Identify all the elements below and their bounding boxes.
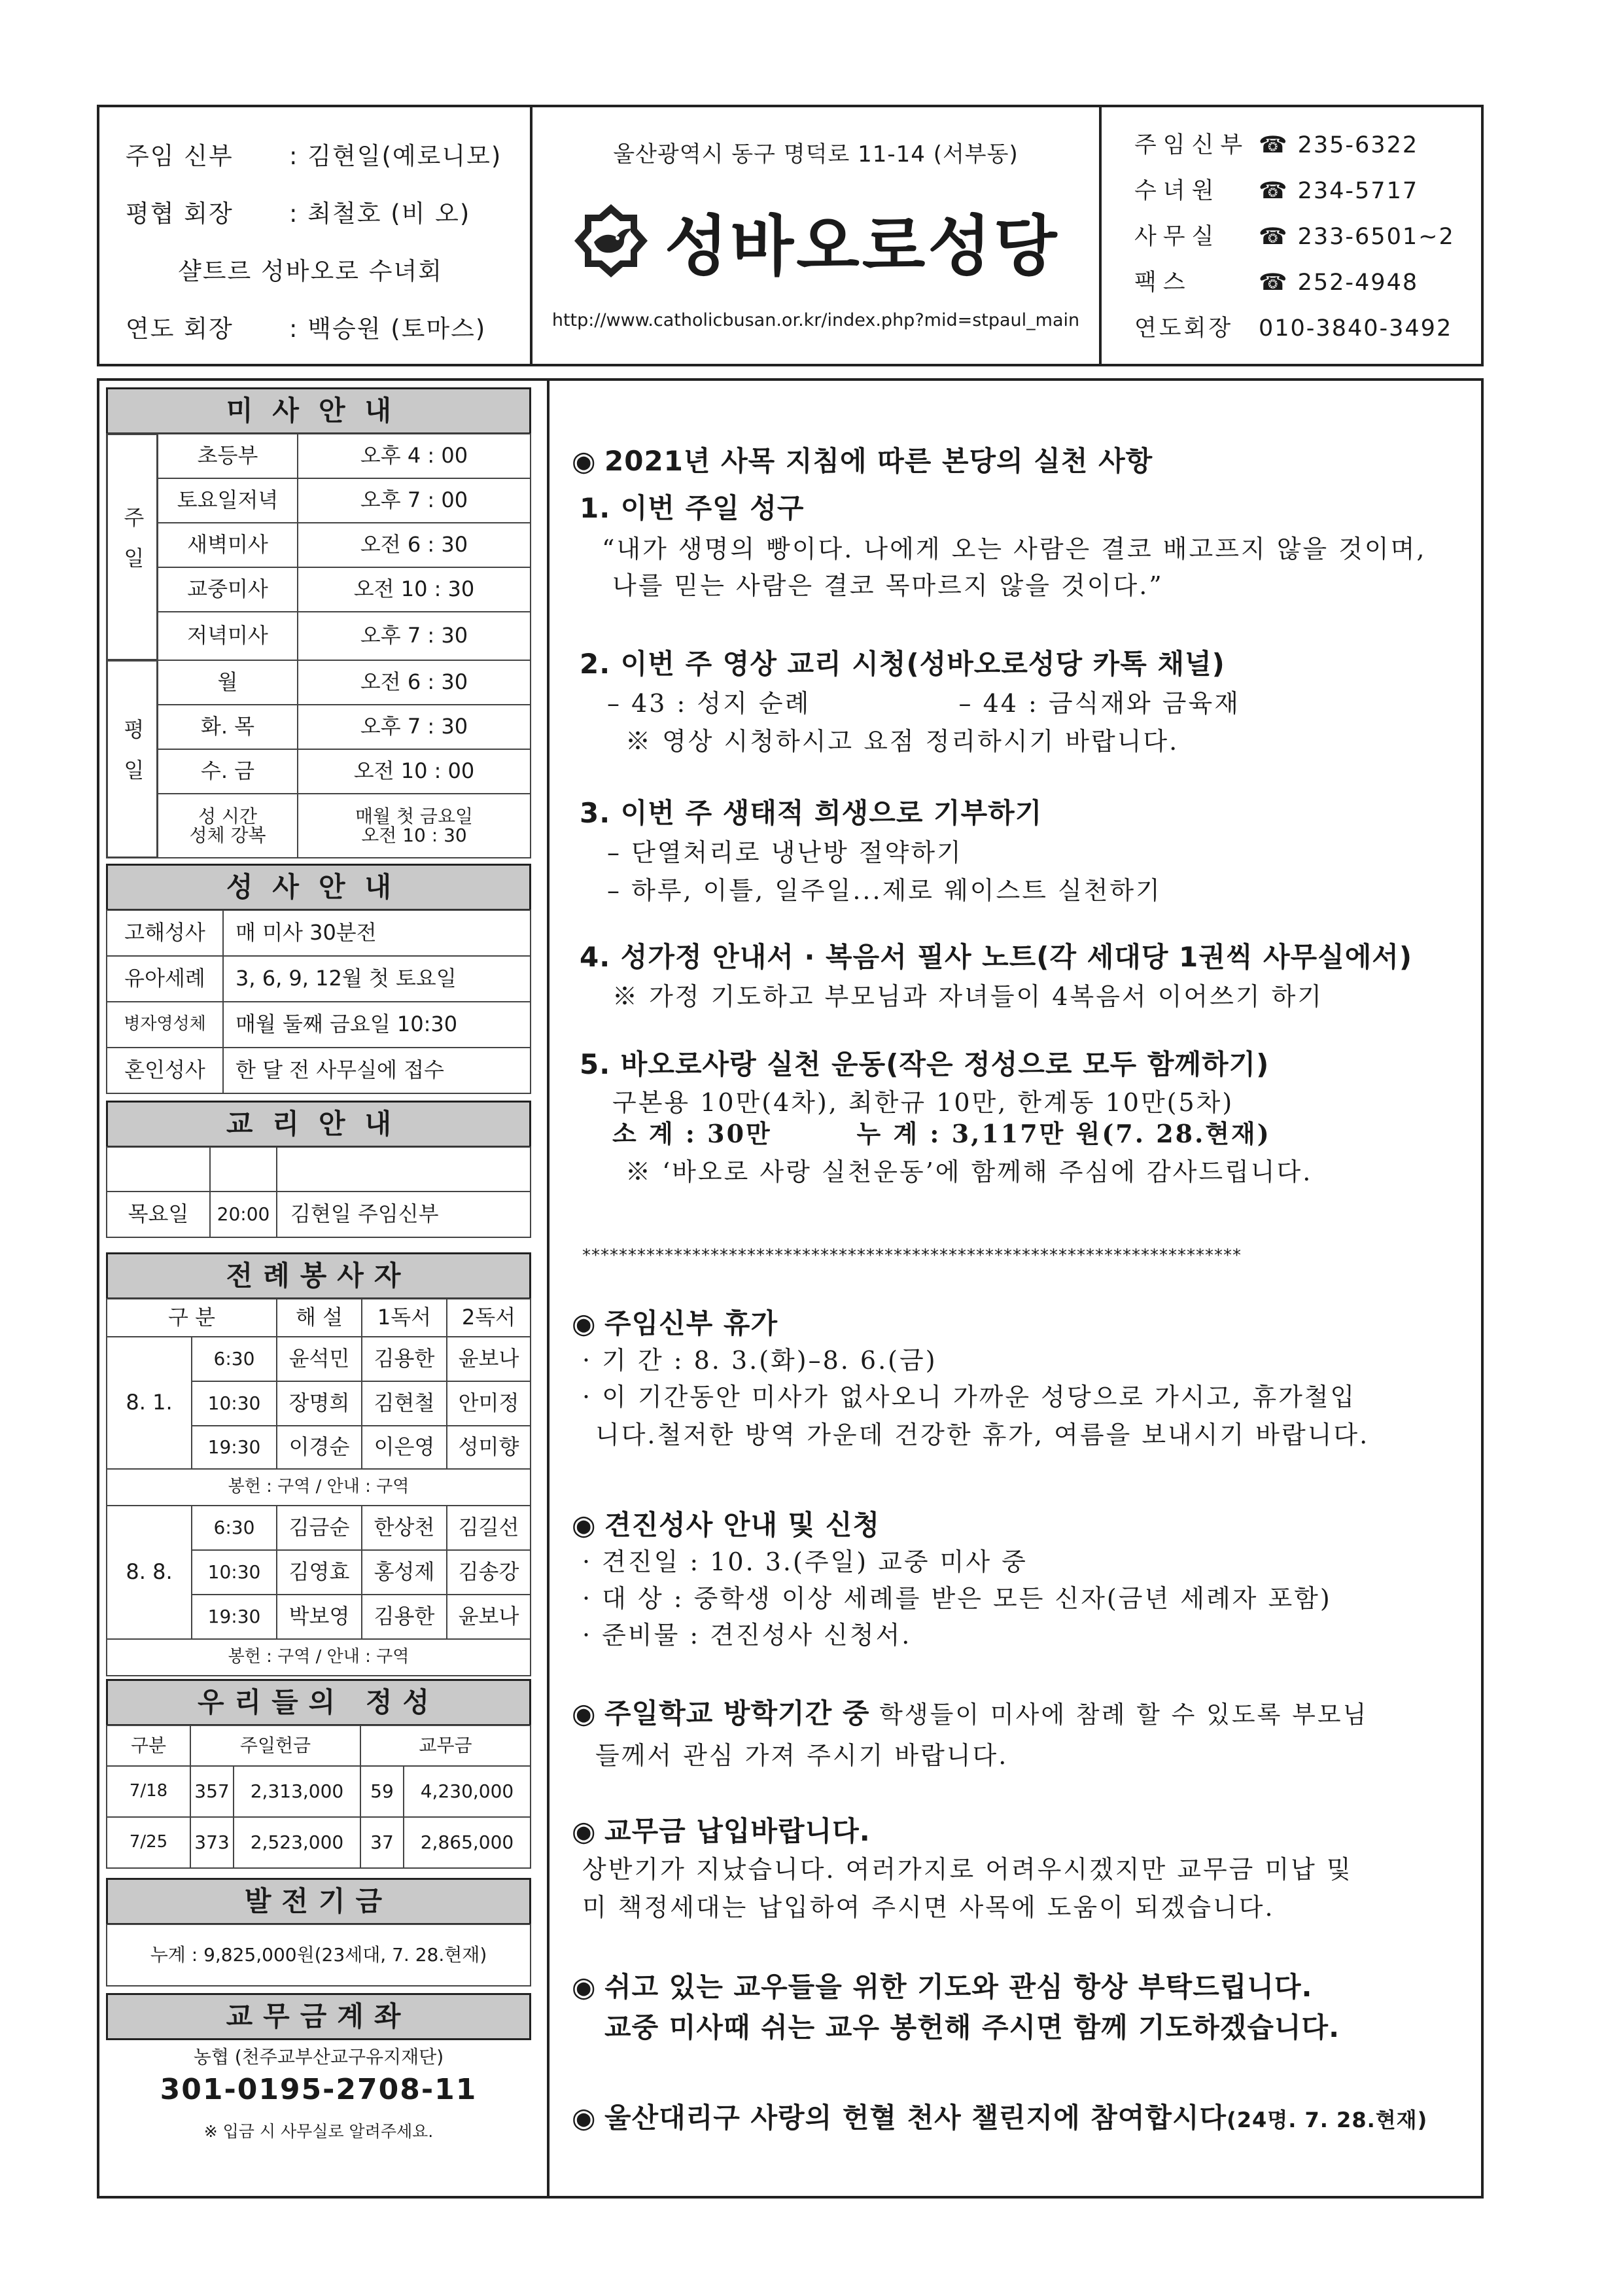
- liturgy-reader1: 김용한: [361, 1594, 447, 1640]
- mass-time: 오후 7 : 30: [297, 704, 531, 750]
- liturgy-header: 해 설: [276, 1298, 362, 1337]
- phone-icon: ☎: [1259, 132, 1289, 158]
- header-title-block: [532, 107, 1102, 364]
- notice-line: “내가 생명의 빵이다. 나에게 오는 사람은 결코 배고프지 않을 것이며,: [602, 535, 1427, 563]
- phone-icon: ☎: [1259, 178, 1289, 204]
- liturgy-date: 8. 1.: [106, 1336, 192, 1470]
- notice-line: ※ 영상 시청하시고 요점 정리하시기 바랍니다.: [625, 727, 1179, 756]
- sacrament-value: 한 달 전 사무실에 접수: [222, 1047, 531, 1094]
- notice-heading-text: 주일학교 방학기간 중: [604, 1697, 870, 1729]
- notice-heading: [572, 1302, 778, 1341]
- mass-name: 교중미사: [157, 567, 298, 612]
- notice-line: – 단열처리로 냉난방 절약하기: [607, 838, 963, 867]
- weekday-label: [106, 660, 158, 858]
- sacrament-name: 혼인성사: [106, 1047, 224, 1094]
- sunday-label: [106, 433, 158, 661]
- header-staff: [99, 107, 532, 364]
- contact-label: 주임신부: [1134, 132, 1249, 158]
- staff-value: : 최철호 (비 오): [289, 200, 471, 228]
- notice-line: 니다.철저한 방역 가운데 건강한 휴가, 여름을 보내시기 바랍니다.: [595, 1421, 1370, 1449]
- notice-line: 구본용 10만(4차), 최한규 10만, 한계동 10만(5차): [612, 1088, 1234, 1117]
- mass-name: 토요일저녁: [157, 478, 298, 523]
- notice-item-title: 1. 이번 주일 성구: [580, 492, 805, 524]
- contact-number: 234-5717: [1297, 178, 1419, 204]
- sacrament-name: 고해성사: [106, 910, 224, 957]
- liturgy-commentator: 김영효: [276, 1549, 362, 1595]
- liturgy-time: 10:30: [191, 1549, 277, 1595]
- notice-line: · 이 기간동안 미사가 없사오니 가까운 성당으로 가시고, 휴가철입: [582, 1383, 1357, 1411]
- notice-inline-text: 학생들이 미사에 참례 할 수 있도록 부모님: [869, 1701, 1369, 1729]
- liturgy-time: 19:30: [191, 1425, 277, 1470]
- liturgy-time: 6:30: [191, 1336, 277, 1382]
- notice-item-title: 4. 성가정 안내서 · 복음서 필사 노트(각 세대당 1권씩 사무실에서): [580, 941, 1413, 973]
- liturgy-commentator: 박보영: [276, 1594, 362, 1640]
- separator: ************************************************************************: [582, 1246, 1242, 1265]
- notice-line: 교중 미사때 쉬는 교우 봉헌해 주시면 함께 기도하겠습니다.: [604, 2011, 1340, 2043]
- notice-line: ※ ‘바오로 사랑 실천운동’에 함께해 주심에 감사드립니다.: [625, 1157, 1313, 1186]
- contact-number: 235-6322: [1297, 132, 1419, 158]
- account-number: 301-0195-2708-11: [160, 2073, 478, 2106]
- staff-label: 평협 회장: [126, 200, 234, 228]
- notice-heading: [572, 1504, 880, 1543]
- liturgy-time: 6:30: [191, 1505, 277, 1551]
- liturgy-reader1: 홍성제: [361, 1549, 447, 1595]
- contact-row: [1134, 264, 1418, 297]
- notice-item-title: 5. 바오로사랑 실천 운동(작은 정성으로 모두 함께하기): [580, 1048, 1270, 1080]
- pastoral-guideline-title: [572, 440, 1153, 479]
- notice-suffix: (24명. 7. 28.현재): [1227, 2108, 1428, 2132]
- contact-row: [1134, 127, 1418, 160]
- offering-count: 37: [360, 1816, 404, 1869]
- sacrament-section-title: 성사안내: [106, 864, 531, 911]
- notice-item-title: 3. 이번 주 생태적 희생으로 기부하기: [580, 797, 1043, 829]
- mass-name: 성 시간 성체 강복: [157, 793, 298, 858]
- contact-label: 연도회장: [1134, 315, 1234, 342]
- mass-time: 오전 6 : 30: [297, 660, 531, 705]
- mass-name: 초등부: [157, 433, 298, 479]
- contact-row: [1134, 173, 1418, 205]
- notice-heading-text: 쉬고 있는 교우들을 위한 기도와 관심 항상 부탁드립니다.: [604, 1971, 1313, 2003]
- sacrament-value: 매월 둘째 금요일 10:30: [222, 1001, 531, 1048]
- bullet-icon: ◉: [572, 2102, 597, 2134]
- catechism-time: 20:00: [209, 1191, 277, 1238]
- bullet-icon: ◉: [572, 1815, 597, 1847]
- church-logo: [572, 194, 1060, 288]
- header-contacts: [1102, 107, 1481, 364]
- notice-line: – 하루, 이틀, 일주일...제로 웨이스트 실천하기: [607, 876, 1162, 905]
- weekday-label-text: 평일: [120, 718, 145, 800]
- development-total: 누계 : 9,825,000원(23세대, 7. 28.현재): [106, 1924, 531, 1987]
- catechism-empty-cell: [106, 1146, 211, 1192]
- pastoral-guideline-text: 2021년 사목 지침에 따른 본당의 실천 사항: [604, 445, 1153, 477]
- mass-section-title: 미사안내: [106, 387, 531, 434]
- staff-value: : 김현일(예로니모): [289, 142, 502, 170]
- contact-number: 233-6501~2: [1297, 224, 1455, 250]
- offering-amount: 2,313,000: [233, 1765, 361, 1818]
- liturgy-reader2: 김송강: [446, 1549, 531, 1595]
- liturgy-reader1: 이은영: [361, 1425, 447, 1470]
- sacrament-name: 유아세례: [106, 955, 224, 1002]
- account-section-title: 교무금계좌: [106, 1993, 531, 2040]
- catechism-section-title: 교리안내: [106, 1101, 531, 1148]
- catechism-empty-cell: [209, 1146, 277, 1192]
- offering-count: 373: [190, 1816, 234, 1869]
- dove-logo-icon: [572, 202, 650, 280]
- liturgy-reader1: 한상천: [361, 1505, 447, 1551]
- liturgy-commentator: 장명희: [276, 1381, 362, 1426]
- notice-column: [547, 381, 1484, 2196]
- bulletin-header: [97, 105, 1484, 366]
- liturgy-commentator: 윤석민: [276, 1336, 362, 1382]
- offering-header: 주일헌금: [190, 1725, 361, 1767]
- liturgy-reader1: 김용한: [361, 1336, 447, 1382]
- mass-time: 오전 10 : 30: [297, 567, 531, 612]
- liturgy-time: 19:30: [191, 1594, 277, 1640]
- contact-row: [1134, 219, 1455, 251]
- staff-row: [126, 194, 470, 229]
- mass-name: 수. 금: [157, 749, 298, 794]
- mass-time: 오전 6 : 30: [297, 522, 531, 568]
- account-bank: 농협 (천주교부산교구유지재단): [193, 2046, 444, 2068]
- liturgy-commentator: 김금순: [276, 1505, 362, 1551]
- mass-time: 오후 7 : 00: [297, 478, 531, 523]
- offering-header: 구분: [106, 1725, 191, 1767]
- notice-line: 소 계 : 30만 누 계 : 3,117만 원(7. 28.현재): [612, 1119, 1271, 1148]
- notice-item-title: 2. 이번 주 영상 교리 시청(성바오로성당 카톡 채널): [580, 648, 1225, 680]
- notice-heading: [572, 1810, 871, 1849]
- mass-time: 오전 10 : 00: [297, 749, 531, 794]
- liturgy-reader1: 김현철: [361, 1381, 447, 1426]
- contact-label: 수녀원: [1134, 178, 1221, 204]
- bullet-icon: ◉: [572, 1697, 597, 1729]
- liturgy-note: 봉헌 : 구역 / 안내 : 구역: [106, 1468, 531, 1506]
- contact-label: 팩스: [1134, 270, 1192, 296]
- offering-section-title: 우리들의 정성: [106, 1679, 531, 1726]
- liturgy-date: 8. 8.: [106, 1505, 192, 1640]
- notice-line: – 43 : 성지 순례 – 44 : 금식재와 금육재: [607, 689, 1240, 718]
- liturgy-reader2: 안미정: [446, 1381, 531, 1426]
- contact-number: 252-4948: [1297, 270, 1419, 296]
- staff-value: 샬트르 성바오로 수녀회: [178, 257, 443, 285]
- mass-name: 새벽미사: [157, 522, 298, 568]
- mass-time: 매월 첫 금요일 오전 10 : 30: [297, 793, 531, 858]
- notice-heading: [572, 1966, 1312, 2005]
- liturgy-reader2: 윤보나: [446, 1594, 531, 1640]
- liturgy-reader2: 윤보나: [446, 1336, 531, 1382]
- offering-count: 59: [360, 1765, 404, 1818]
- notice-line: ※ 가정 기도하고 부모님과 자녀들이 4복음서 이어쓰기 하기: [612, 982, 1324, 1011]
- mass-time: 오후 7 : 30: [297, 611, 531, 661]
- staff-label: 연도 회장: [126, 315, 234, 343]
- mass-time: 오후 4 : 00: [297, 433, 531, 479]
- liturgy-header: 1독서: [361, 1298, 447, 1337]
- liturgy-header: 구 분: [106, 1298, 277, 1337]
- mass-name: 저녁미사: [157, 611, 298, 661]
- notice-line: 상반기가 지났습니다. 여러가지로 어려우시겠지만 교무금 미납 및: [582, 1855, 1353, 1884]
- sacrament-value: 3, 6, 9, 12월 첫 토요일: [222, 955, 531, 1002]
- liturgy-reader2: 김길선: [446, 1505, 531, 1551]
- liturgy-time: 10:30: [191, 1381, 277, 1426]
- notice-line: · 견진일 : 10. 3.(주일) 교중 미사 중: [582, 1547, 1028, 1576]
- staff-value: : 백승원 (토마스): [289, 315, 487, 343]
- staff-row: [126, 136, 502, 171]
- liturgy-section-title: 전례봉사자: [106, 1252, 531, 1299]
- contact-row: [1134, 310, 1452, 343]
- offering-date: 7/18: [106, 1765, 191, 1818]
- development-section-title: 발전기금: [106, 1878, 531, 1925]
- offering-amount: 2,865,000: [403, 1816, 531, 1869]
- bulletin-body: [97, 378, 1484, 2199]
- sunday-label-text: 주일: [120, 506, 145, 588]
- offering-amount: 2,523,000: [233, 1816, 361, 1869]
- phone-icon: ☎: [1259, 270, 1289, 296]
- notice-line: 미 책정세대는 납입하여 주시면 사목에 도움이 되겠습니다.: [582, 1893, 1275, 1922]
- church-address: 울산광역시 동구 명덕로 11-14 (서부동): [613, 141, 1019, 168]
- bullet-icon: ◉: [572, 1307, 597, 1339]
- notice-heading: [572, 2096, 1427, 2136]
- sacrament-name: 병자영성체: [106, 1001, 224, 1048]
- bullet-icon: ◉: [572, 1509, 597, 1541]
- staff-row: [126, 309, 486, 344]
- notice-line: · 기 간 : 8. 3.(화)–8. 6.(금): [582, 1346, 937, 1375]
- contact-label: 사무실: [1134, 224, 1221, 250]
- notice-heading-text: 견진성사 안내 및 신청: [604, 1509, 881, 1541]
- notice-line: · 대 상 : 중학생 이상 세례를 받은 모든 신자(금년 세례자 포함): [582, 1584, 1332, 1613]
- notice-line: 들께서 관심 가져 주시기 바랍니다.: [595, 1741, 1009, 1770]
- notice-heading-text: 울산대리구 사랑의 헌혈 천사 챌린지에 참여합시다: [604, 2102, 1227, 2134]
- liturgy-commentator: 이경순: [276, 1425, 362, 1470]
- offering-amount: 4,230,000: [403, 1765, 531, 1818]
- phone-icon: ☎: [1259, 224, 1289, 250]
- offering-header: 교무금: [360, 1725, 531, 1767]
- notice-line: 나를 믿는 사람은 결코 목마르지 않을 것이다.”: [612, 571, 1164, 600]
- offering-date: 7/25: [106, 1816, 191, 1869]
- church-name: 성바오로성당: [665, 208, 1060, 285]
- staff-row: [178, 251, 443, 287]
- catechism-day: 목요일: [106, 1191, 211, 1238]
- mass-name: 월: [157, 660, 298, 705]
- mass-name: 화. 목: [157, 704, 298, 750]
- staff-label: 주임 신부: [126, 142, 234, 170]
- catechism-teacher: 김현일 주임신부: [276, 1191, 531, 1238]
- contact-number: 010-3840-3492: [1259, 315, 1453, 342]
- notice-heading-text: 주임신부 휴가: [604, 1307, 778, 1339]
- bullet-icon: ◉: [572, 445, 597, 477]
- notice-heading-text: 교무금 납입바랍니다.: [604, 1815, 871, 1847]
- offering-count: 357: [190, 1765, 234, 1818]
- liturgy-note: 봉헌 : 구역 / 안내 : 구역: [106, 1638, 531, 1676]
- account-note: ※ 입금 시 사무실로 알려주세요.: [203, 2122, 434, 2141]
- liturgy-reader2: 성미향: [446, 1425, 531, 1470]
- sacrament-value: 매 미사 30분전: [222, 910, 531, 957]
- bullet-icon: ◉: [572, 1971, 597, 2003]
- catechism-empty-cell: [276, 1146, 531, 1192]
- church-url[interactable]: http://www.catholicbusan.or.kr/index.php?mid=stpaul_main: [551, 310, 1080, 330]
- notice-heading: [572, 1692, 1368, 1731]
- liturgy-header: 2독서: [446, 1298, 531, 1337]
- notice-line: · 준비물 : 견진성사 신청서.: [582, 1621, 912, 1650]
